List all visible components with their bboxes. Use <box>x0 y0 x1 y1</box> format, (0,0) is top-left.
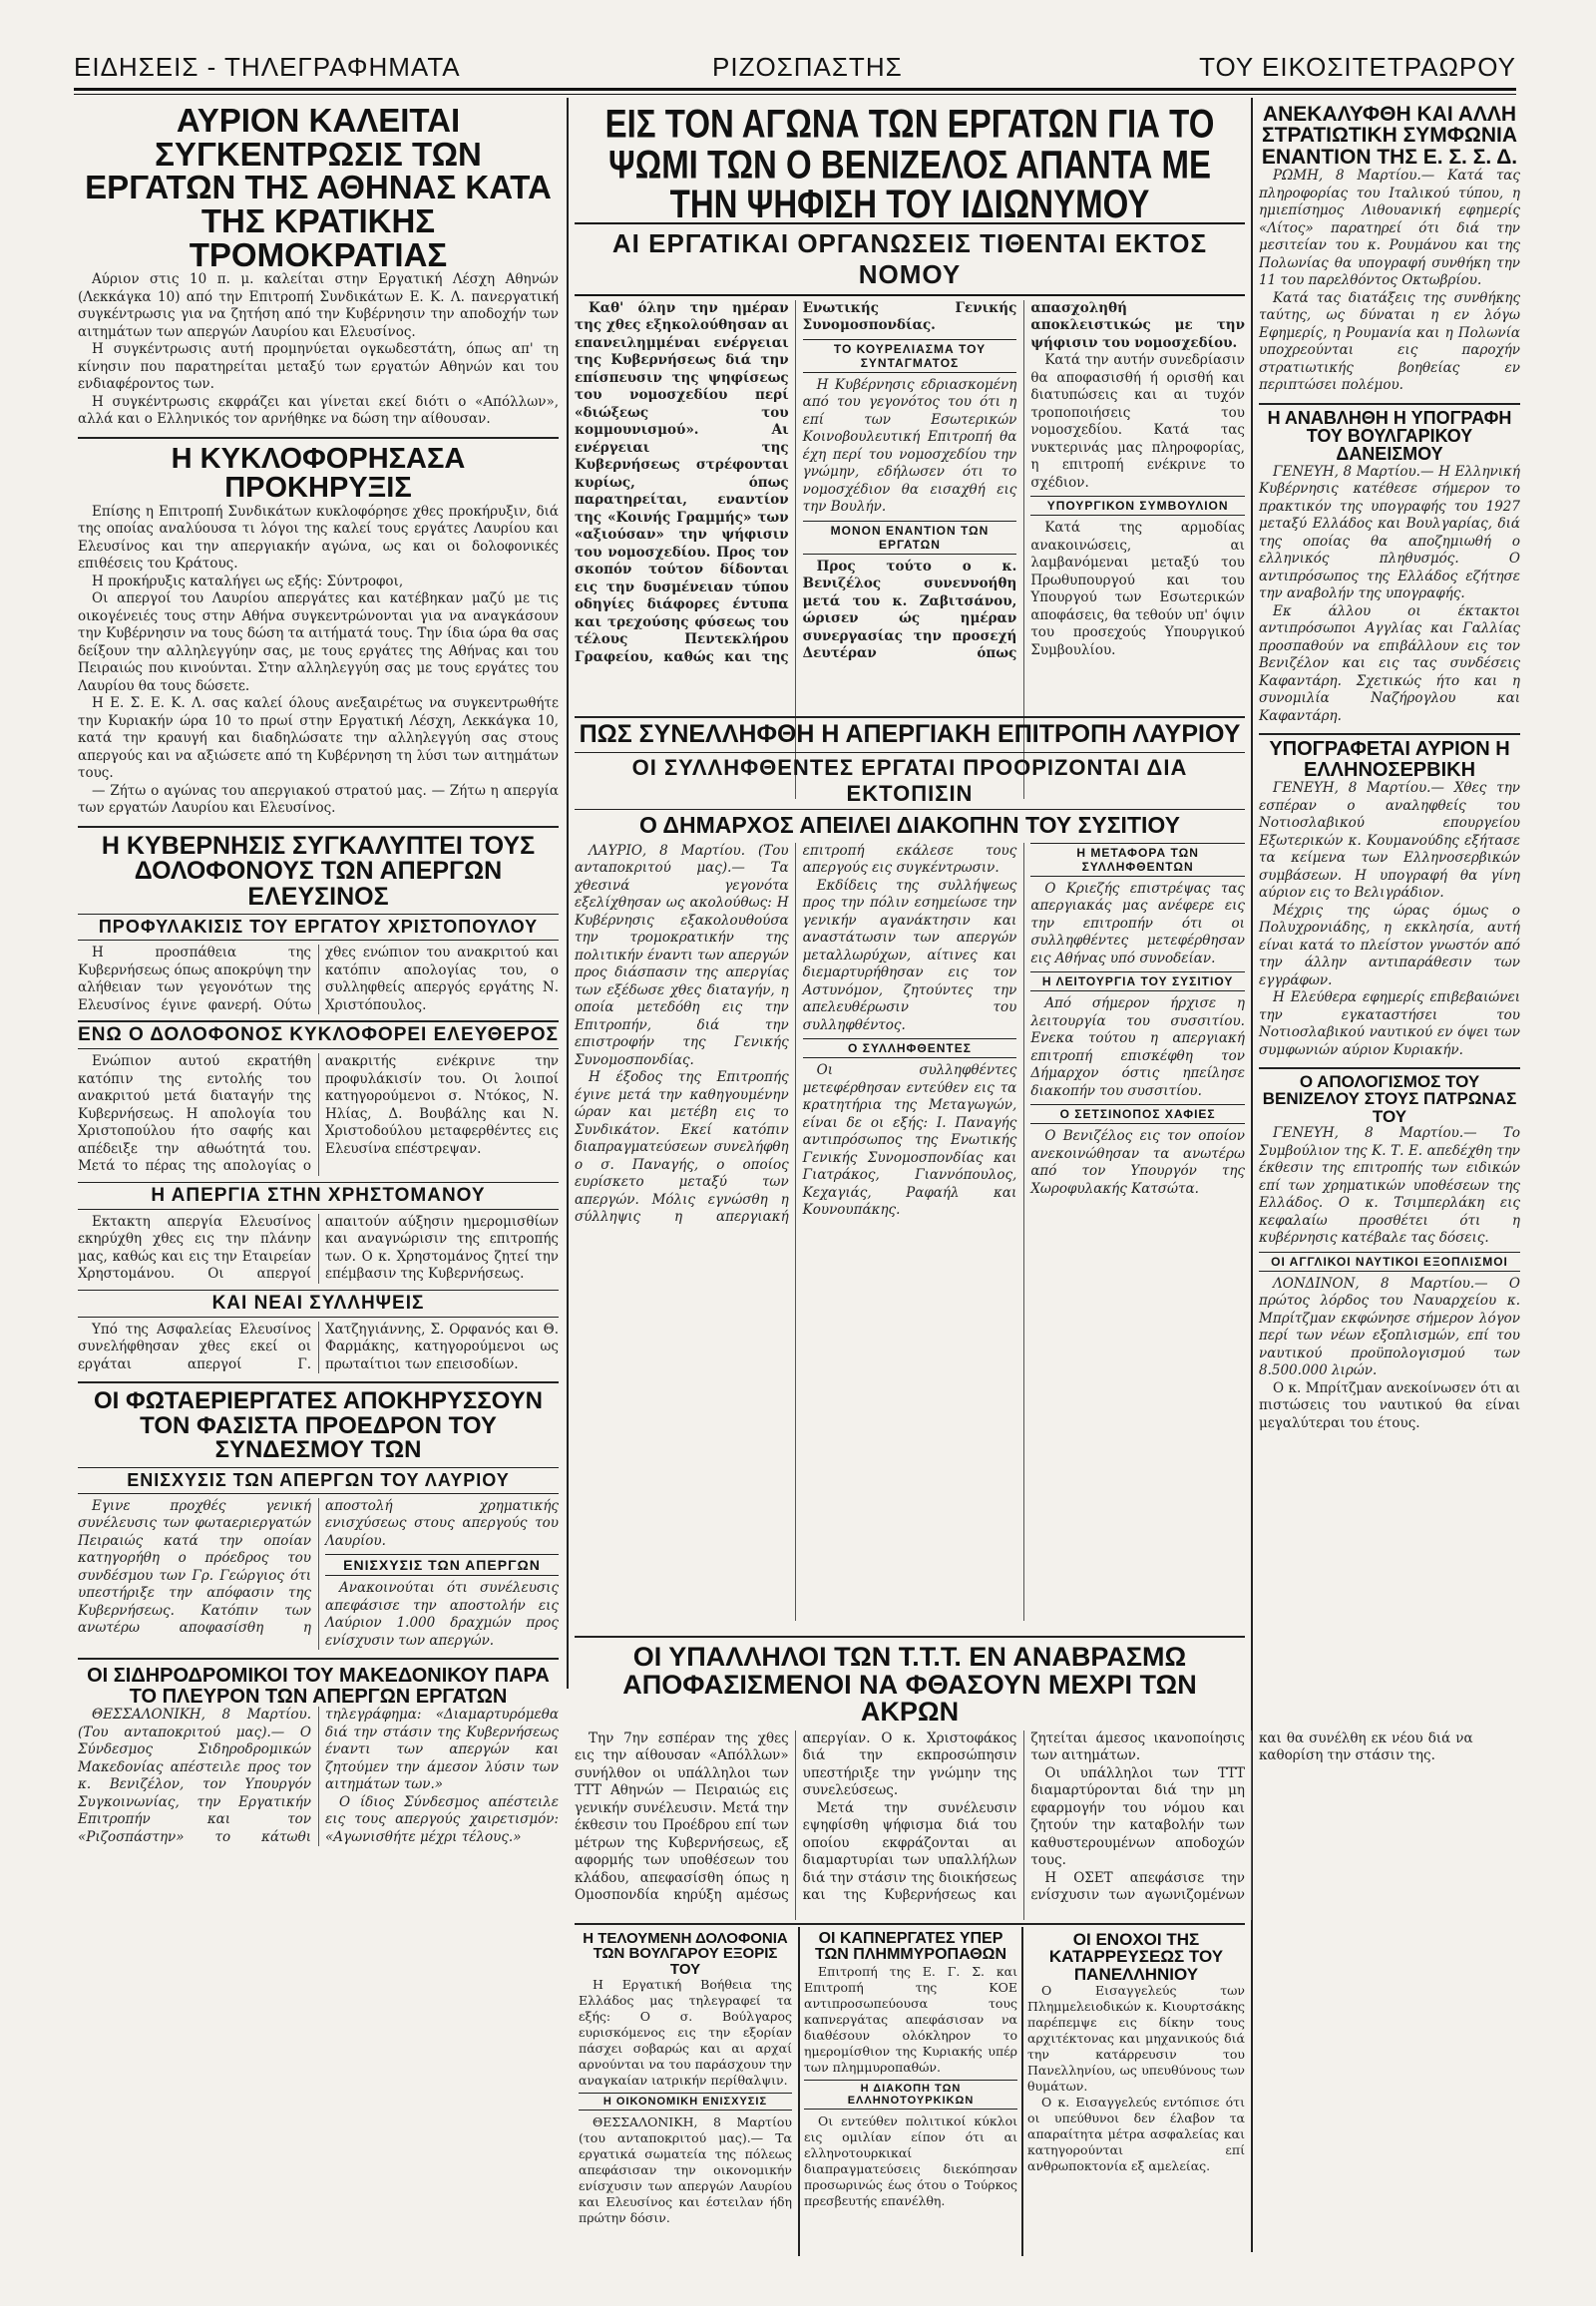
article-tobacco-workers <box>804 1931 1017 2260</box>
article-text: Οι εντεύθεν πολιτικοί κύκλοι εις ομιλίαν είπον ότι αι ελληνοτουρκικαί διαπραγματεύσεις διεκόπησαν προσωρινώς έως ότου ο Τούρκος πρεσβευτής επανέλθη. <box>804 2113 1017 2208</box>
article-text: Μετά την συνέλευσιν εψηφίσθη ψήφισμα διά του οποίου εκφράζονται αι διαμαρτυρίαι των υπαλλήλων διά την στάσιν της διοικήσεως και της Κυβερνήσεως και ζητείται άμεσος ικανοποίησις των αιτημάτων. <box>802 1730 1245 1904</box>
article-text: Η Ελεύθερα εφημερίς επιβεβαιώνει την εγκαταστήσει του Νοτιοσλαβικού ναυτικού εν όψει των συμφωνιών αύριον Κυριακήν. <box>1259 989 1520 1058</box>
article-text: Οι συλληφθέντες μετεφέρθησαν εντεύθεν εις τα κρατητήρια της Μεταγωγών, είναι δε οι εξής: Ι. Παναγής αντιπρόσωπος της Ενωτικής Γενικής Συνομοσπονδίας και Γιατράκος, Γιαννόπουλος, Κεχαγιάς, Ραφαήλ και Κουνουπάκης. <box>802 1062 1017 1219</box>
article-text: Η Κυβέρνησις εδριασκομένη από του γεγονότος του ότι η επί των Εσωτερικών Κοινοβουλευτική Επιτροπή θα έχη περί του νομοσχεδίου την γνώμην, εδήλωσεν ότι το νομοσχέδιον θα εισαχθή εις την Βουλήν. <box>802 376 1017 516</box>
page-header <box>74 52 1516 82</box>
article-text: Η Ε. Σ. Ε. Κ. Λ. σας καλεί όλους ανεξαιρέτως να συγκεντρωθήτε την Κυριακήν ώρα 10 το πρωί στην Εργατική Λέσχη, Λεκκάγκα 10, κατά την κραυγή και διαδηλώσατε την αλληλεγγύη σας στους απεργούς και να αξιώσετε από τη Κυβέρνηση τη λύσι των αιτημάτων τους. <box>78 695 559 782</box>
article-text: Η συγκέντρωσις εκφράζει και γίνεται εκεί διότι ο «Απόλλων», αλλά και ο Ελληνικός τον αρνήθηκε να δώση την αίθουσαν. <box>78 393 559 428</box>
article-text: Ο Εισαγγελεύς των Πλημμελειοδικών κ. Κιουρτσάκης παρέπεμψε εις δίκην τους αρχιτέκτονας και μηχανικούς διά την κατάρρευσιν του Πανελληνίου, ως υπευθύνους των θυμάτων. <box>1027 1982 1245 2094</box>
article-text: ΓΕΝΕΥΗ, 8 Μαρτίου.— Το Συμβούλιον της Κ. Τ. Ε. απεδέχθη την έκθεσιν της επιτροπής των ειδικών επί των χρηματικών υποθέσεων της Ελλάδος. Ο κ. Τσιμπερλάκη εις κεφαλαίω προσθέτει ότι η κυβέρνησις κατέβαλε τας δόσεις. <box>1259 1125 1520 1247</box>
article-text: Ο ίδιος Σύνδεσμος απέστειλε εις τους απεργούς χαιρετισμόν: «Αγωνισθήτε μέχρι τέλους.» <box>325 1793 559 1845</box>
header-rule-thin <box>74 94 1516 95</box>
center-top <box>575 101 1245 712</box>
article-proclamation <box>78 437 559 818</box>
subheadline: ΕΝΩ Ο ΔΟΛΟΦΟΝΟΣ ΚΥΚΛΟΦΟΡΕΙ ΕΛΕΥΘΕΡΟΣ <box>78 1020 559 1049</box>
box-heading: ΤΟ ΚΟΥΡΕΛΙΑΣΜΑ ΤΟΥ ΣΥΝΤΑΓΜΑΤΟΣ <box>803 339 1017 373</box>
article-text: Η προκήρυξις καταλήγει ως εξής: Σύντροφοι, <box>92 573 404 589</box>
article-text: ΡΩΜΗ, 8 Μαρτίου.— Κατά τας πληροφορίας του Ιταλικού τύπου, η ημιεπίσημος Λιθουανική εφημερίς «Λίτος» παρατηρεί ότι διά την μεσιτείαν του κ. Ρουμάνου και της Πολωνίας θα υπογραφή συνθήκη την 11 του παρελθόντος Οκτωβρίου. <box>1259 168 1520 289</box>
masthead: ΡΙΖΟΣΠΑΣΤΗΣ <box>712 52 903 82</box>
headline: Η ΚΥΒΕΡΝΗΣΙΣ ΣΥΓΚΑΛΥΠΤΕΙ ΤΟΥΣ ΔΟΛΟΦΟΝΟΥΣ ΤΩΝ ΑΠΕΡΓΩΝ ΕΛΕΥΣΙΝΟΣ <box>101 831 536 911</box>
box-heading: ΥΠΟΥΡΓΙΚΟΝ ΣΥΜΒΟΥΛΙΟΝ <box>1030 496 1245 516</box>
article-text: ΘΕΣΣΑΛΟΝΙΚΗ, 8 Μαρτίου (του ανταποκριτού μας).— Τα εργατικά σωματεία της πόλεως απεφάσισαν την οικονομικήν ενίσχυσιν των απεργών Λαυρίου και Ελευσίνος και έστειλαν ήδη πρώτην δόσιν. <box>579 2114 792 2225</box>
section-label: ΕΙΔΗΣΕΙΣ - ΤΗΛΕΓΡΑΦΗΜΑΤΑ <box>74 52 461 82</box>
main-headline: ΕΙΣ ΤΟΝ ΑΓΩΝΑ ΤΩΝ ΕΡΓΑΤΩΝ ΓΙΑ ΤΟ ΨΩΜΙ ΤΩΝ Ο ΒΕΝΙΖΕΛΟΣ ΑΠΑΝΤΑ ΜΕ ΤΗΝ ΨΗΦΙΣΗ ΤΟΥ ΙΔΙΩΝΥΜΟΥ <box>604 101 1215 226</box>
article-text: Επιτροπή της Ε. Γ. Σ. και Επιτροπή της ΚΟΕ αντιπροσωπεύουσα τους καπνεργάτας απεφάσισαν να διαθέσουν ολόκληρον το ημερομίσθιον της Κυριακής υπέρ των πλημμυροπαθών. <box>804 1963 1017 2075</box>
section-rule <box>575 1923 1245 1925</box>
article-text: ΘΕΣΣΑΛΟΝΙΚΗ, 8 Μαρτίου. (Του ανταποκριτού μας).— Ο Σύνδεσμος Σιδηροδρομικών Μακεδονίας απέστειλε προς τον κ. Βενιζέλον, τον Υπουργόν Συγκοινωνίας, την Εργατικήν Επιτροπήν και τον «Ριζοσπάστην» το κάτωθι τηλεγράφημα: «Διαμαρτυρόμεθα διά την στάσιν της Κυβερνήσεως έναντι των απεργών και ζητούμεν την άμεσον λύσιν των αιτημάτων των.» <box>78 1707 559 1845</box>
headline: ΟΙ ΦΩΤΑΕΡΙΕΡΓΑΤΕΣ ΑΠΟΚΗΡΥΣΣΟΥΝ ΤΟΝ ΦΑΣΙΣΤΑ ΠΡΟΕΔΡΟΝ ΤΟΥ ΣΥΝΔΕΣΜΟΥ ΤΩΝ <box>93 1387 543 1464</box>
subheadline: ΕΝΙΣΧΥΣΙΣ ΤΩΝ ΑΠΕΡΓΩΝ ΤΟΥ ΛΑΥΡΙΟΥ <box>78 1467 559 1494</box>
column-divider <box>567 98 569 1689</box>
article-text: ΓΕΝΕΥΗ, 8 Μαρτίου.— Χθες την εσπέραν ο αναληφθείς του Νοτιοσλαβικού επουργείου Εξωτερικών κ. Κουμανούδης εξήτασε τα κείμενα των Ελληνοσερβικών συμβάσεων. Η υπογραφή θα γίνη αύριον εις το Βελιγράδιον. <box>1259 780 1520 902</box>
box-heading: ΜΟΝΟΝ ΕΝΑΝΤΙΟΝ ΤΩΝ ΕΡΓΑΤΩΝ <box>803 521 1017 555</box>
box-heading: Η ΟΙΚΟΝΟΜΙΚΗ ΕΝΙΣΧΥΣΙΣ <box>579 2093 792 2111</box>
article-text: Ο κ. Μπρίτζμαν ανεκοίνωσεν ότι αι πιστώσεις του ναυτικού θα είναι μεγαλύτεραι του έτους. <box>1259 1379 1520 1431</box>
article-text: Από σήμερον ήρχισε η λειτουργία του συσσιτίου. Ενεκα τούτου η απεργιακή επιτροπή επισκέφθη τον Δήμαρχον όστις ηπείλησε διακοπήν του συσσιτίου. <box>1030 995 1245 1099</box>
article-text: Την 7ην εσπέραν της χθες εις την αίθουσαν «Απόλλων» συνήλθον οι υπάλληλοι των ΤΤΤ Αθηνών — Πειραιώς εις γενικήν συνέλευσιν. Μετά την έκθεσιν του Προέδρου επί των μέτρων της Κυβερνήσεως, εξ αφορμής των υποθέσεων του κλάδου, απεφασίσθη όπως η Ομοσπονδία κηρύξη αμέσως απεργίαν. Ο κ. Χριστοφάκος διά την εκπροσώπησιν υπεστήριξε την γνώμην της συνελεύσεως. <box>575 1730 1017 1904</box>
article-venizelos-report <box>1259 1067 1520 1432</box>
article-text: Ο Βενιζέλος εις τον οποίον ανεκοινώθησαν τα ανωτέρω από τον Υπουργόν της Χωροφυλακής Κατσώτα. <box>1030 1128 1245 1197</box>
headline: ΟΙ ΥΠΑΛΛΗΛΟΙ ΤΩΝ Τ.Τ.Τ. ΕΝ ΑΝΑΒΡΑΣΜΩ ΑΠΟΦΑΣΙΣΜΕΝΟΙ ΝΑ ΦΘΑΣΟΥΝ ΜΕΧΡΙ ΤΩΝ ΑΚΡΩΝ <box>622 1642 1197 1728</box>
article-strike-christomanos <box>78 1182 559 1284</box>
headline: Η ΚΥΚΛΟΦΟΡΗΣΑΣΑ ΠΡΟΚΗΡΥΞΙΣ <box>171 442 466 505</box>
article-text: Εκδίδεις της συλλήψεως προς την πόλιν εσημείωσε την γενικήν αγανάκτησιν και αναστάτωσιν των απεργών μεταλλωρύχων, αίτινες και διεμαρτυρήθησαν εις τον Αστυνόμον, ζητούντες την απελευθέρωσιν του συλληφθέντος. <box>802 877 1017 1033</box>
headline: ΟΙ ΕΝΟΧΟΙ ΤΗΣ ΚΑΤΑΡΡΕΥΣΕΩΣ ΤΟΥ ΠΑΝΕΛΛΗΝΙΟΥ <box>1048 1930 1224 1984</box>
article-text: Υπό της Ασφαλείας Ελευσίνος συνελήφθησαν χθες εκεί οι εργάται απεργοί Γ. Χατζηγιάννης, Σ. Ορφανός και Θ. Φαρμάκης, κατηγορούμενοι ως πρωταίτιοι των επεισοδίων. <box>78 1321 559 1372</box>
center-middle <box>575 722 1245 1630</box>
box-heading: Ο ΣΕΤΣΙΝΟΠΟΣ ΧΑΦΙΕΣ <box>1030 1104 1245 1124</box>
column-divider <box>798 1927 800 2256</box>
article-text: Προς τούτο ο κ. Βενιζέλος συνεννοήθη μετά του κ. Ζαβιτσάνου, ώρισεν ώς ημέραν συνεργασίας την προσεχή Δευτέραν όπως απασχοληθή αποκλειστικώς με την ψήφισιν του νομοσχεδίου. <box>802 299 1245 662</box>
box-heading: Ο ΣΥΛΛΗΦΘΕΝΤΕΣ <box>803 1038 1017 1058</box>
article-text: Κατά της αρμοδίας ανακοινώσεις, αι λαμβανόμεναι μεταξύ του Πρωθυπουργού και του Υπουργού των Εσωτερικών αποφάσεις, θα τεθούν υπ' όψιν του προσεχούς Υπουργικού Συμβουλίου. <box>1030 520 1245 658</box>
subheadline: ΠΡΟΦΥΛΑΚΙΣΙΣ ΤΟΥ ΕΡΓΑΤΟΥ ΧΡΙΣΤΟΠΟΥΛΟΥ <box>78 914 559 941</box>
article-postponed <box>1259 403 1520 726</box>
headline: ΠΩΣ ΣΥΝΕΛΛΗΦΘΗ Η ΑΠΕΡΓΙΑΚΗ ΕΠΙΤΡΟΠΗ ΛΑΥΡΙΟΥ <box>579 720 1241 748</box>
section-rule <box>575 716 1245 718</box>
article-text: Κατά τας διατάξεις της συνθήκης ταύτης, ως δύναται η εν λόγω Εφημερίς, η Ρουμανία και η Πολωνία υποχρεούνται εις παροχήν στρατιωτικής βοηθείας εν περιπτώσει πολέμου. <box>1259 289 1520 394</box>
box-heading: Η ΜΕΤΑΦΟΡΑ ΤΩΝ ΣΥΛΛΗΦΘΕΝΤΩΝ <box>1030 843 1245 877</box>
article-railwaymen <box>78 1658 559 1846</box>
headline: ΟΙ ΚΑΠΝΕΡΓΑΤΕΣ ΥΠΕΡ ΤΩΝ ΠΛΗΜΜΥΡΟΠΑΘΩΝ <box>814 1930 1007 1964</box>
subheadline: Ο ΔΗΜΑΡΧΟΣ ΑΠΕΙΛΕΙ ΔΙΑΚΟΠΗΝ ΤΟΥ ΣΥΣΙΤΙΟΥ <box>639 811 1180 838</box>
headline: ΑΝΕΚΑΛΥΦΘΗ ΚΑΙ ΑΛΛΗ ΣΤΡΑΤΙΩΤΙΚΗ ΣΥΜΦΩΝΙΑ ΕΝΑΝΤΙΟΝ ΤΗΣ Ε. Σ. Σ. Δ. <box>1261 103 1518 169</box>
headline: Ο ΑΠΟΛΟΓΙΣΜΟΣ ΤΟΥ ΒΕΝΙΖΕΛΟΥ ΣΤΟΥΣ ΠΑΤΡΩΝΑΣ ΤΟΥ <box>1262 1072 1517 1126</box>
article-text: Καθ' όλην την ημέραν της χθες εξηκολούθησαν αι επανειλημμέναι ενέργειαι της Κυβερνήσεως διά την επίσπευσιν της ψηφίσεως του νομοσχεδίου περί «διώξεως του κομμουνισμού». Αι ενέργειαι της Κυβερνήσεως στρέφονται κυρίως, όπως παρατηρείται, εναντίον της «Κοινής Γραμμής» των «αξιούσαν» την ψήφισιν του νομοσχεδίου. Προς τον σκοπόν τούτον δίδονται εις την δυσμένειαν τύπου οδηγίες διάφορες έντυπα και τρεχούσης φύσεως του τέλους Πεντεκλήρου Γραφείου, καθώς και της Ενωτικής Γενικής Συνομοσπονδίας. <box>575 299 1017 665</box>
header-rule <box>74 88 1516 91</box>
article-military-pact <box>1259 104 1520 395</box>
article-text: — Ζήτω ο αγώνας του απεργιακού στρατού μας. — Ζήτω η απεργία των εργατών Λαυρίου και Ελευσίνος. <box>78 782 559 817</box>
headline: ΟΙ ΣΙΔΗΡΟΔΡΟΜΙΚΟΙ ΤΟΥ ΜΑΚΕΔΟΝΙΚΟΥ ΠΑΡΑ ΤΟ ΠΛΕΥΡΟΝ ΤΩΝ ΑΠΕΡΓΩΝ ΕΡΓΑΤΩΝ <box>87 1665 550 1708</box>
article-government <box>78 826 559 1015</box>
section-rule <box>575 1636 1245 1638</box>
headline: ΥΠΟΓΡΑΦΕΤΑΙ ΑΥΡΙΟΝ Η ΕΛΛΗΝΟΣΕΡΒΙΚΗ <box>1269 738 1510 781</box>
column-divider <box>1251 98 1253 2252</box>
article-text: Η ΟΣΕΤ απεφάσισε την ενίσχυσιν των αγωνιζομένων και θα συνέλθη εκ νέου διά να καθορίση την στάσιν της. <box>1030 1730 1473 1904</box>
subheadline: Η ΑΠΕΡΓΙΑ ΣΤΗΝ ΧΡΗΣΤΟΜΑΝΟΥ <box>78 1182 559 1210</box>
box-heading: Η ΛΕΙΤΟΥΡΓΙΑ ΤΟΥ ΣΥΣΙΤΙΟΥ <box>1030 971 1245 991</box>
article-text: Οι απεργοί του Λαυρίου απεργάτες και κατέβηκαν μαζύ με τις οικογένειές τους στην Αθήνα συγκεντρώνονται για να αναγκάσουν την Κυβέρνησιν να τους δώση τα αιτήματά τους. Την ίδια ώρα θα σας δείξουν την αλληλεγγύην σας, με τους εργάτες της Αθήνας και του Πειραιώς που κινούνται. Στην αλληλεγγύη σας με τους εργάτες του Λαυρίου θα τους δώσετε. <box>78 590 559 694</box>
article-text: ΓΕΝΕΥΗ, 8 Μαρτίου.— Η Ελληνική Κυβέρνησις κατέθεσε σήμερον το πρακτικόν της υπογραφής του 1927 μεταξύ Ελλάδος και Βουλγαρίας, διά της οποίας θα αποζημιωθή ο ελληνικός πληθυσμός. Ο αντιπρόσωπος της Ελλάδος εζήτησε την αναβολήν της υπογραφής. <box>1259 463 1520 602</box>
article-text: Οι υπάλληλοι των ΤΤΤ διαμαρτύρονται διά την μη εφαρμογήν του νόμου και ζητούν την καταβολήν των καθυστερουμένων αποδοχών τους. <box>1030 1764 1245 1869</box>
subheadline: ΚΑΙ ΝΕΑΙ ΣΥΛΛΗΨΕΙΣ <box>78 1290 559 1318</box>
article-text: ΛΟΝΔΙΝΟΝ, 8 Μαρτίου.— Ο πρώτος λόρδος του Ναυαρχείου κ. Μπρίτζμαν εκφώνησε σήμερον λόγον περί των νέων εξοπλισμών, επί του ναυτικού προϋπολογισμού των 8.500.000 λιρών. <box>1259 1275 1520 1379</box>
subheadline: ΕΝΙΣΧΥΣΙΣ ΤΩΝ ΑΠΕΡΓΩΝ <box>325 1554 559 1576</box>
article-voulgaros <box>579 1931 792 2260</box>
article-text: Εκτακτη απεργία Ελευσίνος εκηρύχθη χθες εις την πλάνην μας, καθώς και εις την Εταιρείαν Χρηστομάνου. Οι απεργοί απαιτούν αύξησιν ημερομισθίων και αναγνώρισιν της επιτροπής των. Ο κ. Χρηστομάνος ζητεί την επέμβασιν της Κυβερνήσεως. <box>78 1213 559 1283</box>
article-text: Εγινε προχθές γενική συνέλευσις των φωταεριεργατών Πειραιώς κατά την οποίαν κατηγορήθη ο πρόεδρος του συνδέσμου των Γρ. Γεώργιος ότι υπεστήριξε την απόφασιν της Κυβερνήσεως. Κατόπιν των ανωτέρω αποφασίσθη η αποστολή χρηματικής ενισχύσεως στους απεργούς του Λαυρίου. <box>78 1497 559 1637</box>
article-panellinion <box>1027 1931 1245 2260</box>
headline: ΑΥΡΙΟΝ ΚΑΛΕΙΤΑΙ ΣΥΓΚΕΝΤΡΩΣΙΣ ΤΩΝ ΕΡΓΑΤΩΝ ΤΗΣ ΑΘΗΝΑΣ ΚΑΤΑ ΤΗΣ ΚΡΑΤΙΚΗΣ ΤΡΟΜΟΚΡΑΤΙΑΣ <box>85 102 552 273</box>
article-text: Εκ άλλου οι έκτακτοι αντιπρόσωποι Αγγλίας και Γαλλίας προσπαθούν να επιβάλλουν εις τον Βενιζέλον και εις τας συνδέσεις Καφαντάρη. Σχετικώς ήτο και η συνομιλία Ναζήρογλου και Καφαντάρη. <box>1259 602 1520 724</box>
edition-label: ΤΟΥ ΕΙΚΟΣΙΤΕΤΡΑΩΡΟΥ <box>1199 52 1516 82</box>
article-text: Ο Κριεζής επιστρέψας τας απεργιακάς μας ανέφερε εις την επιτροπήν ότι οι συλληφθέντες μετεφέρθησαν εις Αθήνας υπό συνοδείαν. <box>1030 880 1245 966</box>
article-text: Η συγκέντρωσις αυτή προμηνύεται ογκωδεστάτη, όπως απ' τη κίνησιν που παρατηρείται μεταξύ των εργατών Αθηνών και του ενδιαφέροντος των. <box>78 341 559 393</box>
left-column <box>78 102 559 1845</box>
box-heading: ΟΙ ΑΓΓΛΙΚΟΙ ΝΑΥΤΙΚΟΙ ΕΞΟΠΛΙΣΜΟΙ <box>1259 1252 1520 1272</box>
article-text: ΛΑΥΡΙΟ, 8 Μαρτίου. (Του ανταποκριτού μας).— Τα χθεσινά γεγονότα εξελίχθησαν ως ακολούθως: Η Κυβέρνησις εξακολουθούσα την τρομοκρατικήν της πολιτικήν έναντι των απεργών προς διάσπασιν της απεργίας των εξέδωσε χθες διαταγήν, η οποία μετεδόθη εις την Επιτροπήν, διά την επιστροφήν της Γενικής Συνομοσπονδίας. <box>575 842 789 1068</box>
article-text: Μέχρις της ώρας όμως ο Πολυχρονιάδης, η εκκλησία, αυτή είναι κατά το πλείστον γνωστόν από την άλλην αντιπαράθεσιν των εγγράφων. <box>1259 902 1520 988</box>
article-text: Η έξοδος της Επιτροπής έγινε μετά την καθηγουμένην ώραν και μετέβη εις το Συνδικάτον. Εκεί κατόπιν διαπραγματεύσεων συνελήφθη ο σ. Παναγής, ο οποίος ευρίσκετο μεταξύ των απεργών. Μόλις εγνώσθη η σύλληψις η απεργιακή επιτροπή εκάλεσε τους απεργούς εις συγκέντρωσιν. <box>575 842 1017 1226</box>
article-text: Ενώπιον αυτού εκρατήθη κατόπιν της εντολής του ανακριτού μετά διαταγήν της Κυβερνήσεως. Η απολογία του Χριστοπούλου ήτο σαφής και απέδειξε την αθωότητά του. Μετά το πέρας της απολογίας ο ανακριτής ενέκρινε την προφυλάκισίν του. Οι λοιποί κατηγορούμενοι σ. Ντόκος, Ν. Ηλίας, Δ. Βουβάλης και Ν. Χριστοδούλου μεταφερθέντες εις Ελευσίνα επέστρεψαν. <box>78 1053 559 1175</box>
article-text: Ο κ. Εισαγγελεύς εντόπισε ότι οι υπεύθυνοι δεν έλαβον τα απαραίτητα μέτρα ασφαλείας και κατηγορούνται επί ανθρωποκτονία εξ αμελείας. <box>1027 2094 1245 2173</box>
headline: Η ΤΕΛΟΥΜΕΝΗ ΔΟΛΟΦΟΝΙΑ ΤΩΝ ΒΟΥΛΓΑΡΟΥ ΕΞΟΡΙΣ ΤΟΥ <box>583 1930 788 1978</box>
article-murderer <box>78 1020 559 1176</box>
column-divider <box>1021 1927 1023 2256</box>
article-greek-serbian <box>1259 733 1520 1059</box>
article-text: Κατά την αυτήν συνεδρίασιν θα αποφασισθή ή ορισθή και διατυπώσεις και αι τυχόν τροποποιήσεις του νομοσχεδίου. Κατά τας νυκτερινάς μας πληροφορίας, η επιτροπή ενέκρινε το σχέδιον. <box>1030 352 1245 491</box>
article-ttt-employees <box>575 1642 1473 1918</box>
main-subheadline: ΑΙ ΕΡΓΑΤΙΚΑΙ ΟΡΓΑΝΩΣΕΙΣ ΤΙΘΕΝΤΑΙ ΕΚΤΟΣ ΝΟΜΟΥ <box>575 222 1245 296</box>
article-text: Η προσπάθεια της Κυβερνήσεως όπως αποκρύψη την αλήθειαν των γεγονότων της Ελευσίνος έγινε φανερή. Ούτω χθες ενώπιον του ανακριτού και κατόπιν απολογίας του, ο συλληφθείς απεργός εργάτης Ν. Χριστόπουλος. <box>78 945 559 1013</box>
article-text: Αύριον στις 10 π. μ. καλείται στην Εργατική Λέσχη Αθηνών (Λεκκάγκα 10) από την Επιτροπή Συνδικάτων Ε. Κ. Λ. πανεργατική συγκέντρωσις για να ζητήση από την Κυβέρνησιν την αποδοχήν των αιτημάτων των απεργών Λαυρίου και Ελευσίνος. <box>78 271 559 340</box>
article-text: Ανακοινούται ότι συνέλευσις απεφάσισε την αποστολήν εις Λαύριον 1.000 δραχμών προς ενίσχυσιν των απεργών. <box>325 1580 559 1649</box>
article-rally <box>78 104 559 429</box>
article-text: Η Εργατική Βοήθεια της Ελλάδος μας τηλεγραφεί τα εξής: Ο σ. Βούλγαρος ευρισκόμενος εις την εξορίαν πάσχει σοβαρώς και αι αρχαί αρνούνται να του παράσχουν την αναγκαίαν ιατρικήν περίθαλψιν. <box>579 1976 792 2088</box>
article-arrests <box>78 1290 559 1374</box>
article-text: Επίσης η Επιτροπή Συνδικάτων κυκλοφόρησε χθες προκήρυξιν, διά της οποίας αναλύουσα τι λόγοι της καλεί τους εργάτες Λαυρίου και Ελευσίνος και την απεργιακήν αγώνα, ως και οι δολοφονικές επιθέσεις του Κράτους. <box>78 503 559 573</box>
box-heading: Η ΔΙΑΚΟΠΗ ΤΩΝ ΕΛΛΗΝΟΤΟΥΡΚΙΚΩΝ <box>804 2080 1017 2110</box>
article-gasworkers <box>78 1381 559 1650</box>
subheadline: ΟΙ ΣΥΛΛΗΦΘΕΝΤΕΣ ΕΡΓΑΤΑΙ ΠΡΟΟΡΙΖΟΝΤΑΙ ΔΙΑ ΕΚΤΟΠΙΣΙΝ <box>575 752 1245 810</box>
headline: Η ΑΝΑΒΛΗΘΗ Η ΥΠΟΓΡΑΦΗ ΤΟΥ ΒΟΥΛΓΑΡΙΚΟΥ ΔΑΝΕΙΣΜΟΥ <box>1267 407 1512 465</box>
